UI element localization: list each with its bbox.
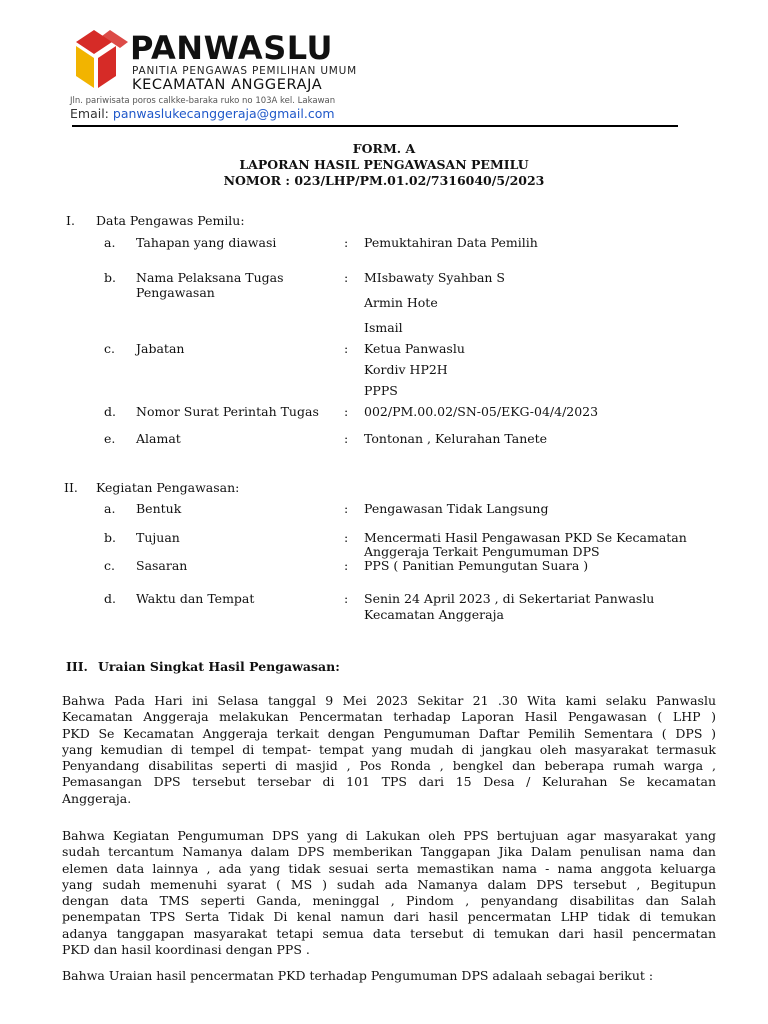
field-label-alamat: Alamat [136, 431, 181, 446]
paragraph-line: PKD dan hasil koordinasi dengan PPS . [62, 942, 310, 958]
email-label: Email: [70, 106, 109, 121]
paragraph-3 [62, 968, 716, 984]
field-letter: b. [104, 530, 116, 545]
field-colon: : [344, 501, 349, 516]
org-line-2: KECAMATAN ANGGERAJA [132, 77, 323, 93]
field-value-jabatan-2: Kordiv HP2H [364, 362, 448, 377]
paragraph-line: Bahwa Kegiatan Pengumuman DPS yang di Lakukan oleh PPS bertujuan agar masyarakat yang [62, 828, 716, 843]
brand-name: PANWASLU [130, 29, 333, 67]
panwaslu-logo-icon [72, 28, 132, 92]
section-1-heading: Data Pengawas Pemilu: [96, 213, 245, 228]
section-2-heading: Kegiatan Pengawasan: [96, 480, 240, 495]
field-label-surat: Nomor Surat Perintah Tugas [136, 404, 319, 419]
field-value-surat: 002/PM.00.02/SN-05/EKG-04/4/2023 [364, 404, 599, 419]
org-line-1: PANITIA PENGAWAS PEMILIHAN UMUM [132, 65, 358, 77]
paragraph-line: adanya tanggapan masyarakat tetapi semua data tersebut di temukan dari hasil pencermatan [62, 925, 716, 941]
field-value-waktu-2: Kecamatan Anggeraja [364, 607, 504, 622]
section-2-number: II. [64, 480, 78, 495]
paragraph-1 [62, 693, 716, 807]
field-value-tujuan-2: Anggeraja Terkait Pengumuman DPS [364, 544, 600, 559]
paragraph-line: Kecamatan Anggeraja melakukan Pencermatan terhadap Laporan Hasil Pengawasan ( LHP ) [62, 709, 716, 725]
field-colon: : [344, 591, 349, 606]
field-value-tahapan: Pemuktahiran Data Pemilih [364, 235, 538, 250]
field-letter: c. [104, 341, 115, 356]
field-value-bentuk: Pengawasan Tidak Langsung [364, 501, 549, 516]
paragraph-line: elemen data lainnya , ada yang tidak sesuai serta memastikan nama - nama anggota keluarga [62, 860, 716, 876]
paragraph-line: Bahwa Uraian hasil pencermatan PKD terhadap Pengumuman DPS adalaah sebagai berikut : [62, 968, 654, 983]
form-code: FORM. A [352, 141, 416, 156]
field-label-pelaksana-2: Pengawasan [136, 285, 215, 300]
header-divider [72, 125, 678, 127]
field-letter: d. [104, 404, 116, 419]
field-colon: : [344, 270, 349, 285]
paragraph-line: Anggeraja. [62, 790, 132, 806]
paragraph-line: PKD Se Kecamatan Anggeraja terkait dengan Pengumuman Daftar Pemilih Sementara ( DPS ) [62, 725, 716, 741]
field-letter: c. [104, 558, 115, 573]
field-value-sasaran: PPS ( Panitian Pemungutan Suara ) [364, 558, 589, 573]
paragraph-line: sudah tercantum Namanya dalam DPS memberikan Tanggapan Jika Dalam penulisan nama dan [62, 844, 716, 860]
field-colon: : [344, 235, 349, 250]
field-letter: d. [104, 591, 116, 606]
field-colon: : [344, 530, 349, 545]
field-label-jabatan: Jabatan [136, 341, 185, 356]
field-label-sasaran: Sasaran [136, 558, 188, 573]
field-value-pelaksana-1: MIsbawaty Syahban S [364, 270, 505, 285]
field-label-bentuk: Bentuk [136, 501, 182, 516]
office-address: Jln. pariwisata poros calkke-baraka ruko no 103A kel. Lakawan [70, 96, 336, 106]
field-value-alamat: Tontonan , Kelurahan Tanete [364, 431, 548, 446]
paragraph-line: Penyandang disabilitas seperti di masjid , Pos Ronda , bengkel dan beberapa rumah warga , [62, 758, 716, 774]
field-value-jabatan-3: PPPS [364, 383, 398, 398]
paragraph-line: Bahwa Pada Hari ini Selasa tanggal 9 Mei 2023 Sekitar 21 .30 Wita kami selaku Panwaslu [62, 693, 716, 708]
field-label-tahapan: Tahapan yang diawasi [136, 235, 277, 250]
field-label-waktu: Waktu dan Tempat [136, 591, 255, 606]
section-3-heading: Uraian Singkat Hasil Pengawasan: [98, 659, 340, 674]
email-line [70, 106, 335, 121]
email-link[interactable]: panwaslukecanggeraja@gmail.com [112, 106, 335, 121]
field-letter: a. [104, 501, 116, 516]
field-colon: : [344, 404, 349, 419]
field-value-tujuan-1: Mencermati Hasil Pengawasan PKD Se Kecamatan [364, 530, 687, 545]
paragraph-line: yang sudah memenuhi syarat ( MS ) sudah ada Namanya dalam DPS tersebut , Begitupun [62, 876, 716, 892]
field-value-pelaksana-2: Armin Hote [364, 295, 438, 310]
paragraph-line: Pemasangan DPS tersebut tersebar di 101 TPS dari 15 Desa / Kelurahan Se kecamatan [62, 774, 716, 790]
paragraph-line: penempatan TPS Serta Tidak Di kenal namun dari hasil pencermatan LHP tidak di temukan [62, 909, 716, 925]
section-1-number: I. [66, 213, 75, 228]
field-label-tujuan: Tujuan [136, 530, 180, 545]
report-number: NOMOR : 023/LHP/PM.01.02/7316040/5/2023 [223, 173, 545, 188]
field-colon: : [344, 558, 349, 573]
field-letter: e. [104, 431, 116, 446]
paragraph-line: dengan data TMS seperti Ganda, meninggal , Pindom , penyandang disabilitas dan Salah [62, 893, 716, 909]
paragraph-line: yang kemudian di tempel di tempat- tempat yang mudah di jangkau oleh masyarakat termasuk [62, 741, 716, 757]
section-3-number: III. [66, 659, 88, 674]
field-colon: : [344, 341, 349, 356]
field-value-pelaksana-3: Ismail [364, 320, 403, 335]
paragraph-2 [62, 828, 716, 958]
field-value-jabatan-1: Ketua Panwaslu [364, 341, 465, 356]
field-value-waktu-1: Senin 24 April 2023 , di Sekertariat Panwaslu [364, 591, 655, 606]
report-title: LAPORAN HASIL PENGAWASAN PEMILU [239, 157, 529, 172]
field-label-pelaksana: Nama Pelaksana Tugas [136, 270, 284, 285]
field-colon: : [344, 431, 349, 446]
field-letter: a. [104, 235, 116, 250]
field-letter: b. [104, 270, 116, 285]
